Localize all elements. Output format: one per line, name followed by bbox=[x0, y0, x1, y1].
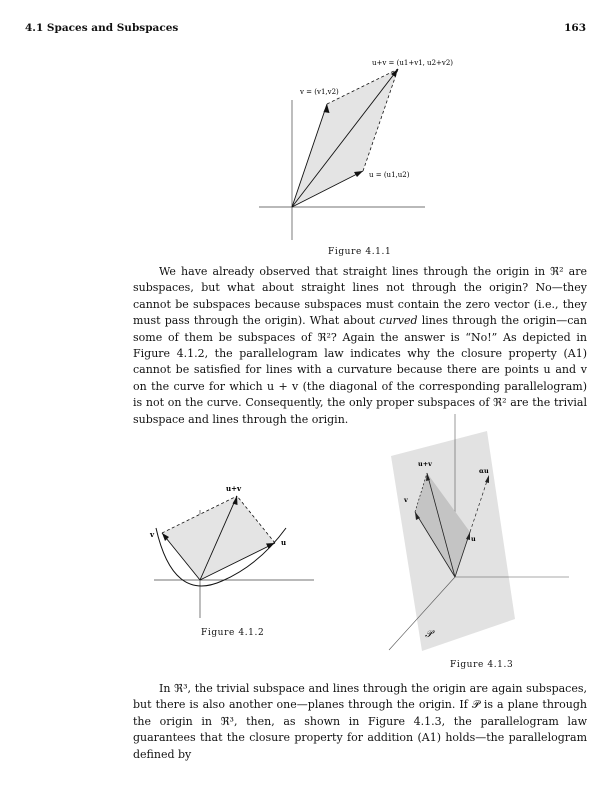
arrowhead-u bbox=[354, 171, 363, 177]
figure-4-1-2 bbox=[140, 478, 325, 623]
paragraph-1-part-2: lines through the origin—can some of them be subspaces of ℜ²? Again the answer is “No!” As depicted in Figure 4.1.2, the parallelogram law indicates why the closure property (A1) cannot be satisfied for lines with a curvature because there are points u and v on the curve for which u + v (the diagonal of the corresponding parallelogram) is not on the curve. Consequently, the only proper subspaces of ℜ² are the trivial subspace and lines through the origin. bbox=[133, 314, 588, 426]
label-v: v = (v1,v2) bbox=[300, 88, 339, 96]
label-u: u bbox=[471, 535, 476, 543]
arrowhead-u bbox=[266, 543, 275, 549]
label-plane-p: 𝒫 bbox=[425, 629, 433, 640]
paragraph-2: In ℜ³, the trivial subspace and lines through the origin are again subspaces, but there is also another one—planes through the origin. If 𝒫 is a plane through the origin in ℜ³, then, as shown in Figure 4.1.3, the parallelogram law guarantees that the closure property for addition (A1) holds—the parallelogram defined by bbox=[133, 682, 587, 761]
paragraph-1-part-1: We have already observed that straight lines through the origin in ℜ² are subspaces, but what about straight lines not through the origin? No—they cannot be subspaces because subspaces must contain the zero vector (i.e., they must pass through the origin). What about bbox=[133, 265, 587, 328]
label-v: v bbox=[404, 496, 408, 504]
label-u-plus-v: u+v bbox=[418, 460, 432, 468]
page-number: 163 bbox=[564, 22, 586, 34]
label-u: u bbox=[281, 538, 287, 547]
label-u: u = (u1,u2) bbox=[369, 171, 410, 179]
figure-4-1-1-caption: Figure 4.1.1 bbox=[328, 247, 392, 257]
paragraph-1 bbox=[133, 264, 587, 428]
figure-4-1-2-caption: Figure 4.1.2 bbox=[201, 628, 265, 638]
label-u-plus-v: u+v = (u1+v1, u2+v2) bbox=[372, 59, 454, 67]
paragraph-1-emphasis: curved bbox=[379, 314, 418, 328]
figure-4-1-3-caption: Figure 4.1.3 bbox=[450, 660, 514, 670]
label-alpha-u: αu bbox=[479, 467, 489, 475]
figure-4-1-1 bbox=[255, 50, 465, 245]
label-u-plus-v: u+v bbox=[226, 484, 242, 493]
figure-4-1-3 bbox=[385, 410, 585, 655]
label-v: v bbox=[150, 530, 155, 539]
running-header-section: 4.1 Spaces and Subspaces bbox=[25, 22, 179, 34]
